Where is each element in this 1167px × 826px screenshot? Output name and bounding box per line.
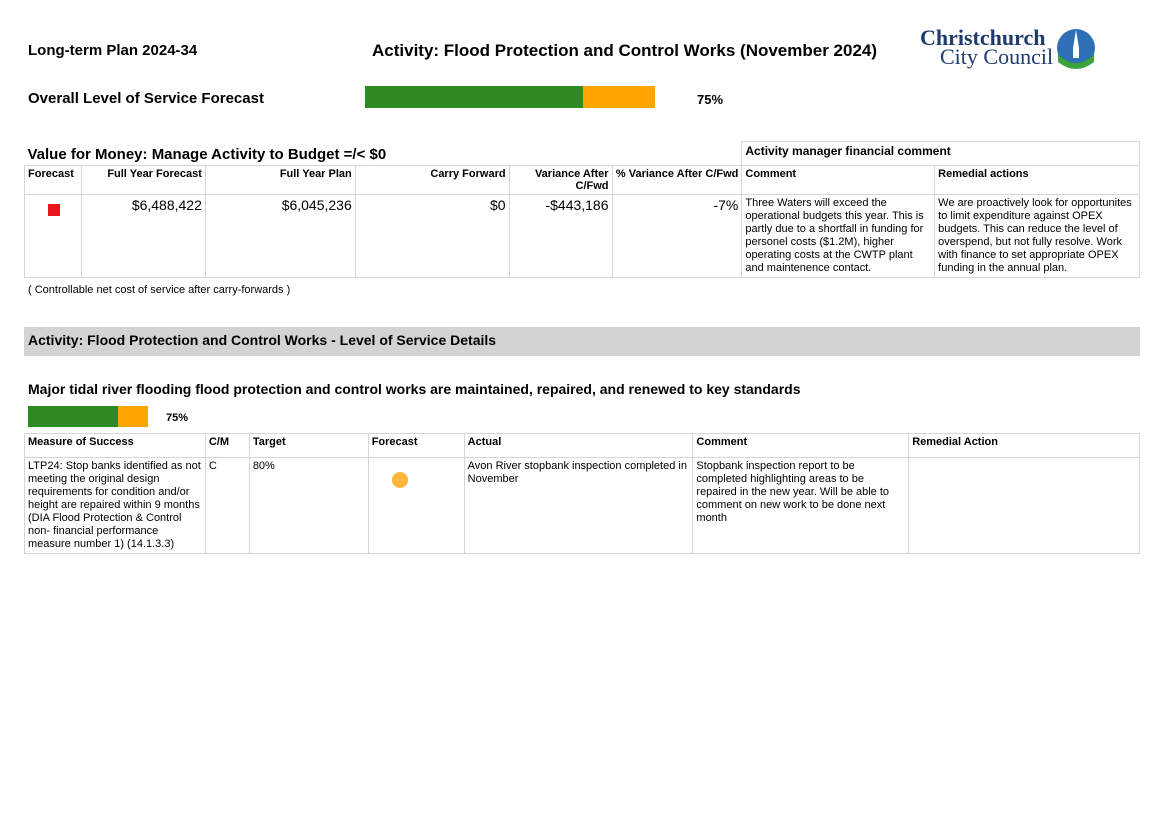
col-carry-forward: Carry Forward (355, 165, 509, 194)
measure-percent: 75% (166, 412, 189, 424)
cm-value: C (205, 458, 249, 554)
overall-los-label: Overall Level of Service Forecast (28, 90, 264, 107)
forecast-cell (368, 458, 464, 554)
col-full-year-plan: Full Year Plan (205, 165, 355, 194)
forecast-cell (25, 194, 82, 277)
table-row (25, 194, 1140, 277)
pct-variance-after-value: -7% (612, 194, 742, 277)
col-remedial: Remedial actions (935, 165, 1140, 194)
overall-los-progress-bar (365, 86, 655, 108)
comment-text: Stopbank inspection report to be completed highlighting areas to be repaired in the new year. Will be able to comment on new work to be done next month (693, 458, 909, 554)
measure-progress-bar (28, 406, 148, 427)
col-comment: Comment (693, 434, 909, 458)
col-remedial-action: Remedial Action (909, 434, 1140, 458)
col-full-year-forecast: Full Year Forecast (81, 165, 205, 194)
carry-forward-value: $0 (355, 194, 509, 277)
remedial-action-text (909, 458, 1140, 554)
remedial-actions-text: We are proactively look for opportunites to limit expenditure against OPEX budgets. This can reduce the level of overspend, but not fully resolve. Work with finance to set appropriate OPEX funding in the annual plan. (935, 194, 1140, 277)
col-variance-after: Variance After C/Fwd (509, 165, 612, 194)
progress-green (365, 86, 583, 108)
financial-comment-title: Activity manager financial comment (742, 142, 1140, 166)
target-value: 80% (249, 458, 368, 554)
full-year-plan-value: $6,045,236 (205, 194, 355, 277)
overall-los-percent: 75% (697, 92, 724, 107)
level-of-service-table (24, 433, 1140, 554)
table-row (25, 458, 1140, 554)
col-cm: C/M (205, 434, 249, 458)
los-details-title: Activity: Flood Protection and Control Works - Level of Service Details (28, 332, 497, 348)
plan-title: Long-term Plan 2024-34 (28, 42, 198, 59)
logo-line1: Christchurch (920, 25, 1046, 50)
vfm-title: Value for Money: Manage Activity to Budget =/< $0 (27, 145, 387, 163)
actual-text: Avon River stopbank inspection completed in November (464, 458, 693, 554)
progress-orange (118, 406, 148, 427)
measure-text: LTP24: Stop banks identified as not meeting the original design requirements for condition and/or height are repaired within 9 months (DIA Flood Protection & Control non- financial performance measure number 1) (14.1.3.3) (25, 458, 206, 554)
cathedral-emblem-icon (1056, 28, 1096, 70)
los-details-band (24, 327, 1140, 356)
variance-after-value: -$443,186 (509, 194, 612, 277)
council-logo (920, 25, 1098, 72)
amber-status-dot-icon (392, 472, 408, 488)
logo-line2: City Council (940, 44, 1054, 69)
activity-title: Activity: Flood Protection and Control Works (November 2024) (372, 41, 878, 60)
col-forecast: Forecast (25, 165, 82, 194)
red-status-square-icon (48, 204, 60, 216)
col-target: Target (249, 434, 368, 458)
col-actual: Actual (464, 434, 693, 458)
measure-title: Major tidal river flooding flood protection and control works are maintained, repaired, and renewed to key standards (28, 381, 801, 397)
financial-comment-text: Three Waters will exceed the operational budgets this year. This is partly due to a shortfall in funding for personel costs ($1.2M), higher operating costs at the CWTP plant and maintenence contact. (742, 194, 935, 277)
col-measure: Measure of Success (25, 434, 206, 458)
col-pct-variance-after: % Variance After C/Fwd (612, 165, 742, 194)
full-year-forecast-value: $6,488,422 (81, 194, 205, 277)
col-comment: Comment (742, 165, 935, 194)
controllable-cost-note: ( Controllable net cost of service after carry-forwards ) (28, 284, 291, 296)
progress-orange (583, 86, 656, 108)
progress-green (28, 406, 118, 427)
col-forecast: Forecast (368, 434, 464, 458)
value-for-money-table (24, 141, 1140, 278)
